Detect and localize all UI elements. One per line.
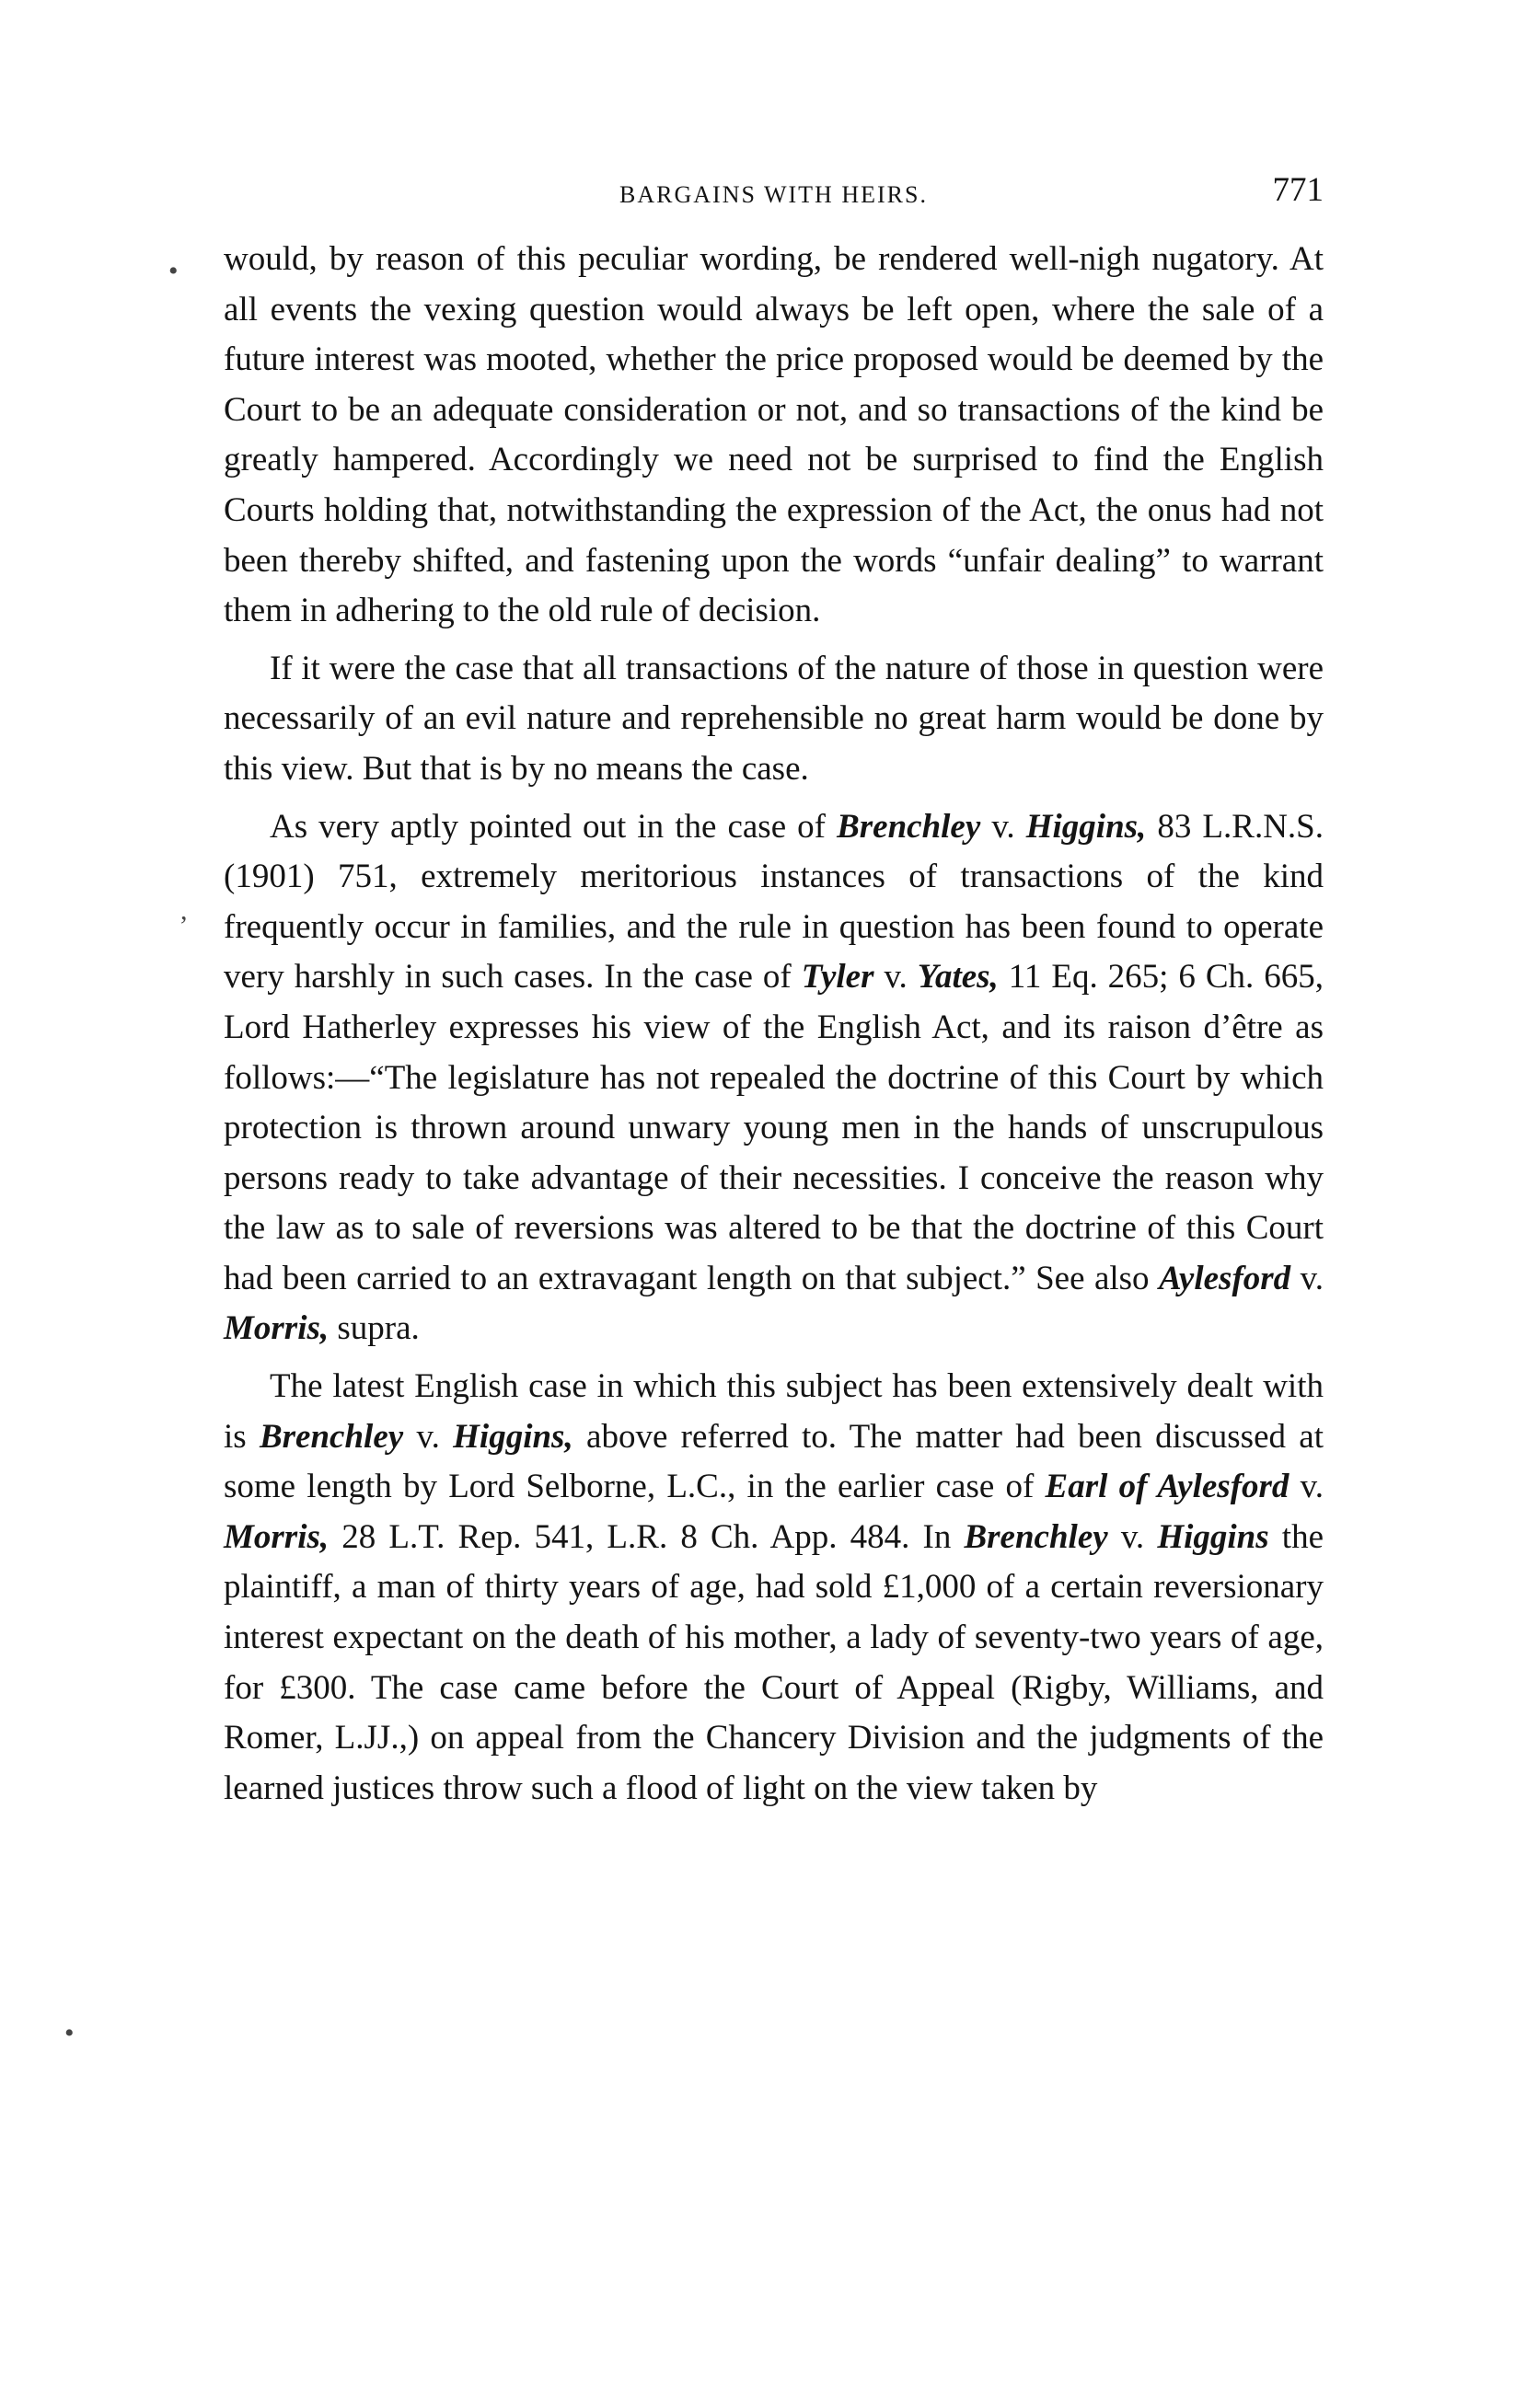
paragraph-2 xyxy=(224,644,1324,795)
text-run: would, by reason of this peculiar wording, be rendered well-nigh nugatory. At all events the vexing question would always be left open, where the sale of a future interest was mooted, whether the price proposed would be deemed by the Court to be an adequate consideration or not, and so transactions of the kind be greatly hampered. Accordingly we need not be surprised to find the English Courts holding that, notwithstanding the expression of the Act, the onus had not been thereby shifted, and fastening upon the words “unfair dealing” to warrant them in adhering to the old rule of decision. xyxy=(224,240,1324,630)
paragraph-1 xyxy=(224,235,1324,637)
text-run: The latest English case in which this subject has been extensively dealt with is xyxy=(224,1367,1324,1456)
text-run: As very aptly pointed out in the case of xyxy=(270,807,838,846)
case-name: Earl of Aylesford xyxy=(1045,1468,1289,1506)
text-run: v. xyxy=(1289,1468,1324,1506)
case-name: Brenchley xyxy=(964,1517,1108,1556)
text-run: v. xyxy=(1290,1259,1324,1297)
case-name: Higgins xyxy=(1157,1517,1269,1556)
case-name: Higgins, xyxy=(1025,807,1147,846)
text-run: v. xyxy=(873,958,918,997)
case-name: Brenchley xyxy=(259,1417,404,1456)
case-name: Higgins, xyxy=(453,1417,573,1456)
case-name: Aylesford xyxy=(1159,1259,1291,1297)
text-run: 28 L.T. Rep. 541, L.R. 8 Ch. App. 484. In xyxy=(329,1517,965,1556)
text-run: v. xyxy=(1107,1517,1158,1556)
margin-speck: • xyxy=(64,2018,75,2048)
case-name: Yates, xyxy=(917,958,999,997)
running-title: BARGAINS WITH HEIRS. xyxy=(619,181,928,208)
margin-speck: • xyxy=(168,256,179,286)
body-text xyxy=(224,235,1324,1814)
text-run: 83 L.R.N.S. (1901) 751, extremely meritorious instances of transactions of the kind frequently occur in families, and the rule in question has been found to operate very harshly in such cases. In the case of xyxy=(224,807,1324,997)
case-name: Morris, xyxy=(224,1517,330,1556)
paragraph-4 xyxy=(224,1362,1324,1814)
text-run: above referred to. The matter had been discussed at some length by Lord Selborne, L.C., in the earlier case of xyxy=(224,1417,1324,1506)
case-name: Brenchley xyxy=(837,807,981,846)
text-run: If it were the case that all transactions of the nature of those in question were necessarily of an evil nature and reprehensible no great harm would be done by this view. But that is by no means the case. xyxy=(224,649,1324,788)
text-run: supra. xyxy=(329,1309,420,1348)
text-run: v. xyxy=(403,1417,454,1456)
case-name: Tyler xyxy=(801,958,874,997)
text-run: 11 Eq. 265; 6 Ch. 665, Lord Hatherley expresses his view of the English Act, and its raison d’être as follows:—“The legislature has not repealed the doctrine of this Court by which protection is thrown around unwary young men in the hands of unscrupulous persons ready to take advantage of their necessities. I conceive the reason why the law as to sale of reversions was altered to be that the doctrine of this Court had been carried to an extravagant length on that subject.” See also xyxy=(224,958,1324,1297)
margin-speck: , xyxy=(180,895,188,926)
running-head xyxy=(224,170,1324,235)
text-run: v. xyxy=(980,807,1026,846)
text-run: the plaintiff, a man of thirty years of age, had sold £1,000 of a certain reversionary interest expectant on the death of his mother, a lady of seventy-two years of age, for £300. The case came before the Court of Appeal (Rigby, Williams, and Romer, L.JJ.,) on appeal from the Chancery Division and the judgments of the learned justices throw such a flood of light on the view taken by xyxy=(224,1517,1324,1807)
page-number: 771 xyxy=(1272,171,1324,209)
case-name: Morris, xyxy=(224,1309,330,1348)
paragraph-3 xyxy=(224,802,1324,1355)
page xyxy=(224,170,1324,1814)
